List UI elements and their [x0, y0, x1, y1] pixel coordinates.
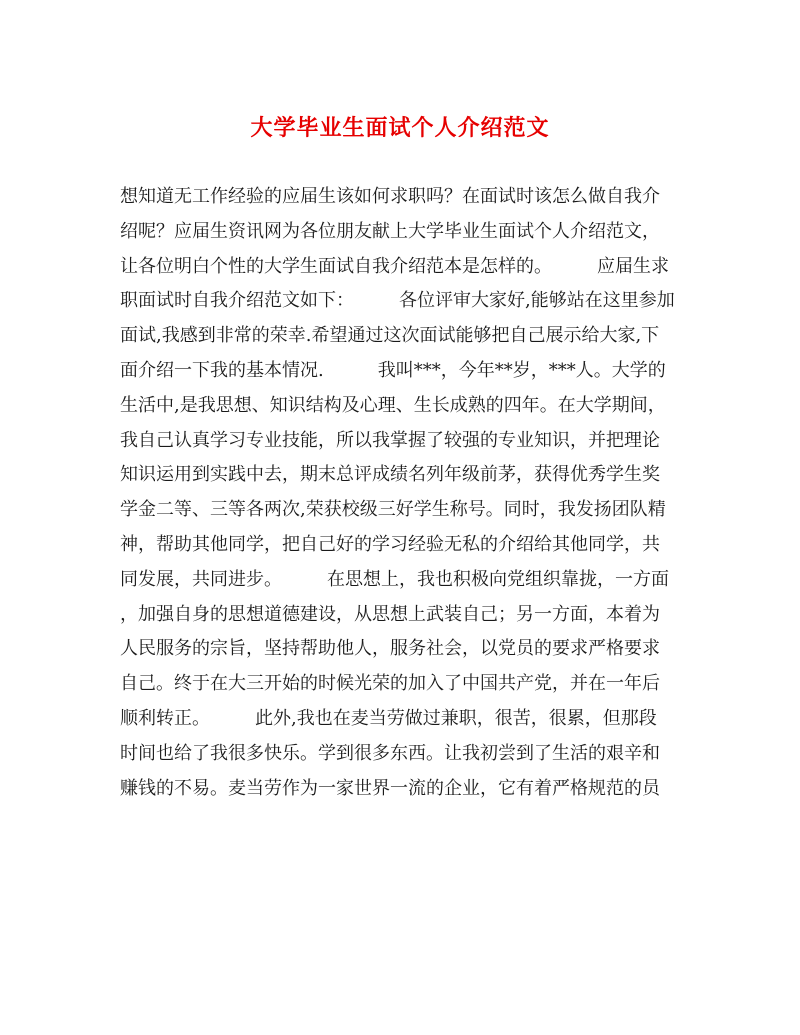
body-line-4: 职面试时自我介绍范文如下： 各位评审大家好,能够站在这里参加: [120, 290, 675, 312]
body-line-3: 让各位明白个性的大学生面试自我介绍范本是怎样的。 应届生求: [120, 255, 669, 277]
body-line-5: 面试,我感到非常的荣幸.希望通过这次面试能够把自己展示给大家,下: [120, 325, 660, 347]
body-line-1: 想知道无工作经验的应届生该如何求职吗？在面试时该怎么做自我介: [120, 186, 660, 207]
body-line-14: 人民服务的宗旨，坚持帮助他人，服务社会，以党员的要求严格要求: [120, 638, 660, 660]
body-line-7: 生活中,是我思想、知识结构及心理、生长成熟的四年。在大学期间，: [120, 394, 666, 416]
body-line-8: 我自己认真学习专业技能，所以我掌握了较强的专业知识，并把理论: [120, 429, 660, 451]
body-line-2: 绍呢？应届生资讯网为各位朋友献上大学毕业生面试个人介绍范文，: [120, 220, 660, 242]
body-line-12: 同发展，共同进步。 在思想上，我也积极向党组织靠拢，一方面: [120, 568, 669, 590]
document-body: [120, 180, 690, 806]
body-line-18: 赚钱的不易。麦当劳作为一家世界一流的企业，它有着严格规范的员: [120, 777, 660, 799]
body-line-6: 面介绍一下我的基本情况. 我叫***，今年**岁，***人。大学的: [120, 359, 666, 381]
body-line-15: 自己。终于在大三开始的时候光荣的加入了中国共产党，并在一年后: [120, 673, 660, 695]
body-line-16: 顺利转正。 此外,我也在麦当劳做过兼职，很苦，很累，但那段: [120, 707, 657, 729]
body-line-11: 神，帮助其他同学，把自己好的学习经验无私的介绍给其他同学，共: [120, 533, 660, 555]
body-line-9: 知识运用到实践中去，期末总评成绩名列年级前茅，获得优秀学生奖: [120, 464, 660, 486]
body-line-17: 时间也给了我很多快乐。学到很多东西。让我初尝到了生活的艰辛和: [120, 742, 660, 764]
document-title: 大学毕业生面试个人介绍范文: [250, 115, 550, 141]
body-line-10: 学金二等、三等各两次,荣获校级三好学生称号。同时，我发扬团队精: [120, 499, 666, 521]
body-line-13: ，加强自身的思想道德建设，从思想上武装自己；另一方面，本着为: [120, 603, 660, 625]
